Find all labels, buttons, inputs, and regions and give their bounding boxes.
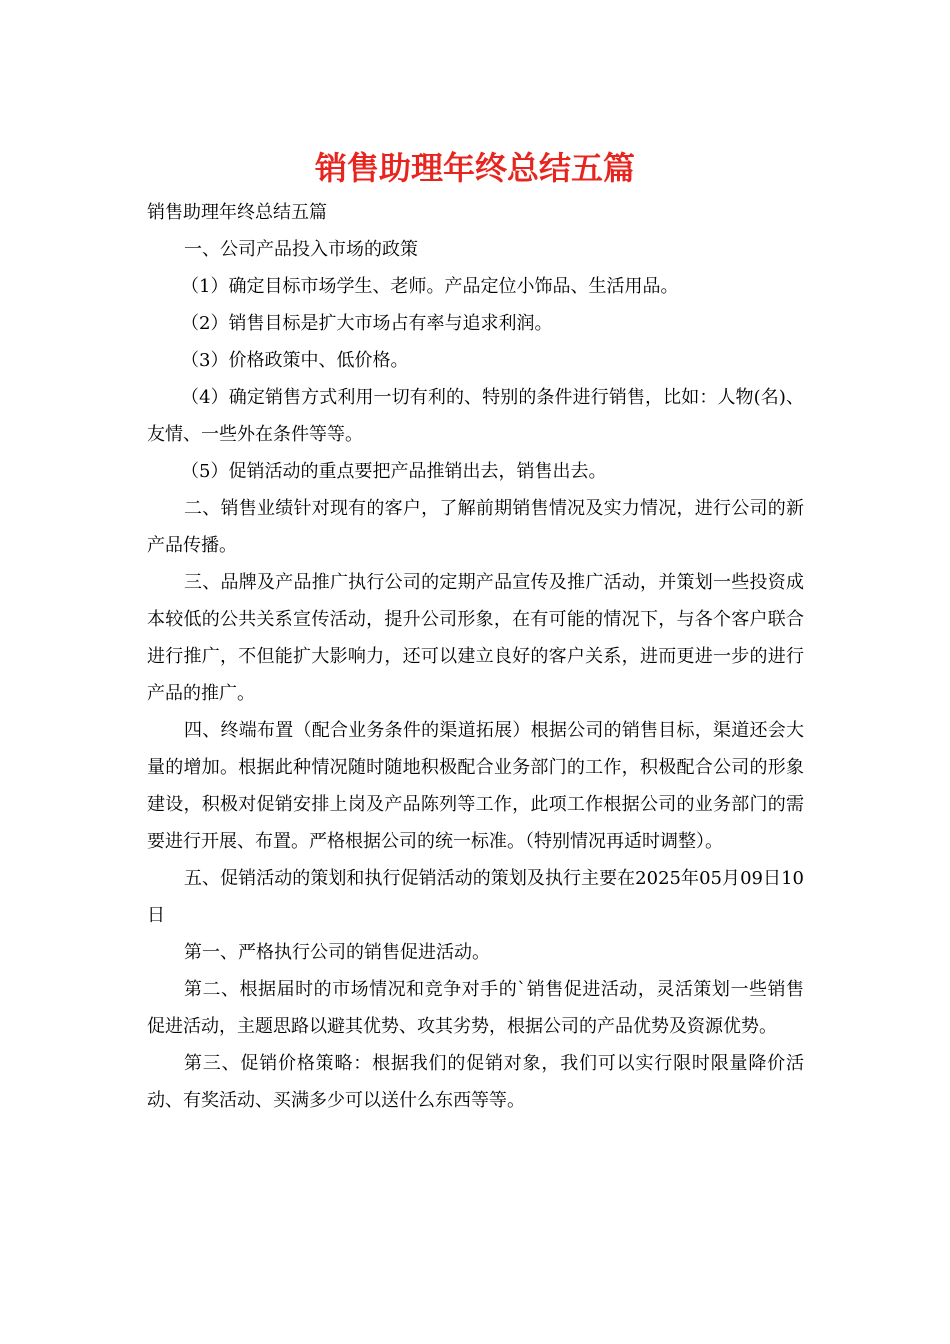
paragraph: （2）销售目标是扩大市场占有率与追求利润。 [181,313,553,334]
paragraph: （4）确定销售方式利用一切有利的、特别的条件进行销售，比如：人物(名)、友情、一些外在条件等等。 [147,387,804,445]
document-body [147,194,804,1119]
paragraph: （1）确定目标市场学生、老师。产品定位小饰品、生活用品。 [181,276,679,297]
page-title: 销售助理年终总结五篇 [314,149,635,187]
paragraph: 一、公司产品投入市场的政策 [184,239,418,260]
paragraph: 三、品牌及产品推广执行公司的定期产品宣传及推广活动，并策划一些投资成本较低的公共关系宣传活动，提升公司形象，在有可能的情况下，与各个客户联合进行推广，不但能扩大影响力，还可以建立良好的客户关系，进而更进一步的进行产品的推广。 [147,572,804,704]
paragraph: （3）价格政策中、低价格。 [181,350,409,371]
paragraph: 第三、促销价格策略：根据我们的促销对象，我们可以实行限时限量降价活动、有奖活动、买满多少可以送什么东西等等。 [147,1053,804,1111]
paragraph: （5）促销活动的重点要把产品推销出去，销售出去。 [181,461,607,482]
paragraph: 五、促销活动的策划和执行促销活动的策划及执行主要在2025年05月09日10日 [147,868,804,926]
paragraph: 第一、严格执行公司的销售促进活动。 [184,942,490,963]
paragraph: 第二、根据届时的市场情况和竞争对手的`销售促进活动，灵活策划一些销售促进活动，主题思路以避其优势、攻其劣势，根据公司的产品优势及资源优势。 [147,979,804,1037]
paragraph: 四、终端布置（配合业务条件的渠道拓展）根据公司的销售目标，渠道还会大量的增加。根据此种情况随时随地积极配合业务部门的工作，积极配合公司的形象建设，积极对促销安排上岗及产品陈列等工作，此项工作根据公司的业务部门的需要进行开展、布置。严格根据公司的统一标准。（特别情况再适时调整）。 [147,720,804,852]
document-subtitle: 销售助理年终总结五篇 [147,202,327,223]
paragraph: 二、销售业绩针对现有的客户，了解前期销售情况及实力情况，进行公司的新产品传播。 [147,498,804,556]
